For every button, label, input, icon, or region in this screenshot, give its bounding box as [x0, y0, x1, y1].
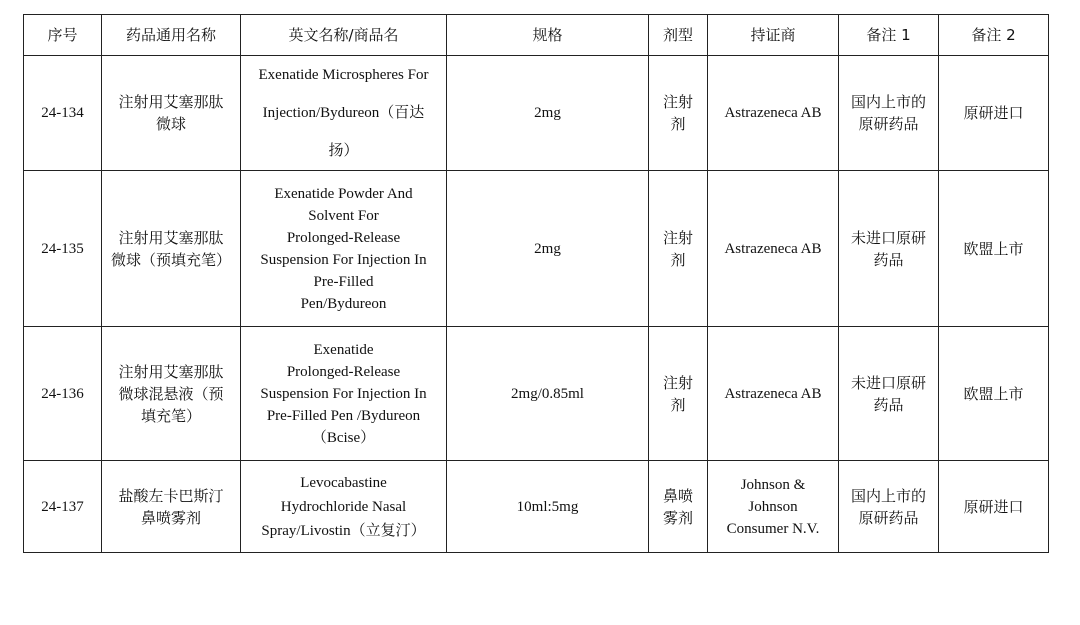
cell-english-name: Exenatide Prolonged-Release Suspension For Injection In Pre-Filled Pen /Bydureon （Bcise）: [260, 341, 427, 446]
cell-holder: Astrazeneca AB: [724, 240, 822, 257]
table-row: [24, 171, 1049, 327]
cell-no: 24-134: [24, 56, 102, 171]
cell-english-name: Exenatide Powder And Solvent For Prolonged-Release Suspension For Injection In Pre-Filled Pen/Bydureon: [260, 185, 427, 312]
cell-holder: Astrazeneca AB: [724, 385, 822, 402]
cell-holder: Astrazeneca AB: [724, 105, 822, 121]
cell-spec: 2mg/0.85ml: [447, 327, 649, 461]
header-generic-name: 药品通用名称: [102, 15, 241, 56]
header-note1: 备注 1: [839, 15, 939, 56]
cell-dosage-form: 鼻喷 雾剂: [662, 486, 693, 527]
cell-english-name: Levocabastine Hydrochloride Nasal Spray/Livostin（立复汀）: [261, 474, 426, 539]
cell-dosage-form: 注射 剂: [662, 373, 693, 414]
cell-note2: 原研进口: [939, 461, 1049, 553]
header-english-name: 英文名称/商品名: [241, 15, 447, 56]
cell-note2: 欧盟上市: [939, 171, 1049, 327]
cell-spec: 2mg: [447, 56, 649, 171]
cell-no: 24-136: [24, 327, 102, 461]
cell-english-name: Exenatide Microspheres For Injection/Bydureon（百达 扬）: [258, 67, 429, 159]
cell-spec: 2mg: [447, 171, 649, 327]
header-spec: 规格: [447, 15, 649, 56]
table-row: [24, 461, 1049, 553]
table-row: [24, 56, 1049, 171]
cell-no: 24-135: [24, 171, 102, 327]
header-note2: 备注 2: [939, 15, 1049, 56]
cell-holder: Johnson & Johnson Consumer N.V.: [726, 476, 820, 537]
cell-note1: 国内上市的 原研药品: [850, 93, 926, 133]
cell-note1: 未进口原研 药品: [850, 373, 926, 414]
cell-note2: 原研进口: [939, 56, 1049, 171]
cell-note2: 欧盟上市: [939, 327, 1049, 461]
cell-dosage-form: 注射 剂: [662, 93, 693, 133]
drug-list-table: [23, 14, 1049, 553]
cell-note1: 未进口原研 药品: [850, 228, 926, 269]
cell-generic-name: 注射用艾塞那肽 微球: [118, 93, 224, 133]
header-dosage-form: 剂型: [649, 15, 708, 56]
cell-generic-name: 注射用艾塞那肽 微球（预填充笔）: [110, 228, 231, 269]
cell-generic-name: 盐酸左卡巴斯汀 鼻喷雾剂: [118, 486, 224, 527]
cell-dosage-form: 注射 剂: [662, 228, 693, 269]
cell-generic-name: 注射用艾塞那肽 微球混悬液（预 填充笔）: [118, 362, 224, 425]
cell-note1: 国内上市的 原研药品: [850, 486, 926, 527]
header-no: 序号: [24, 15, 102, 56]
table-row: [24, 327, 1049, 461]
cell-spec: 10ml:5mg: [447, 461, 649, 553]
cell-no: 24-137: [24, 461, 102, 553]
header-holder: 持证商: [708, 15, 839, 56]
table-header-row: [24, 15, 1049, 56]
